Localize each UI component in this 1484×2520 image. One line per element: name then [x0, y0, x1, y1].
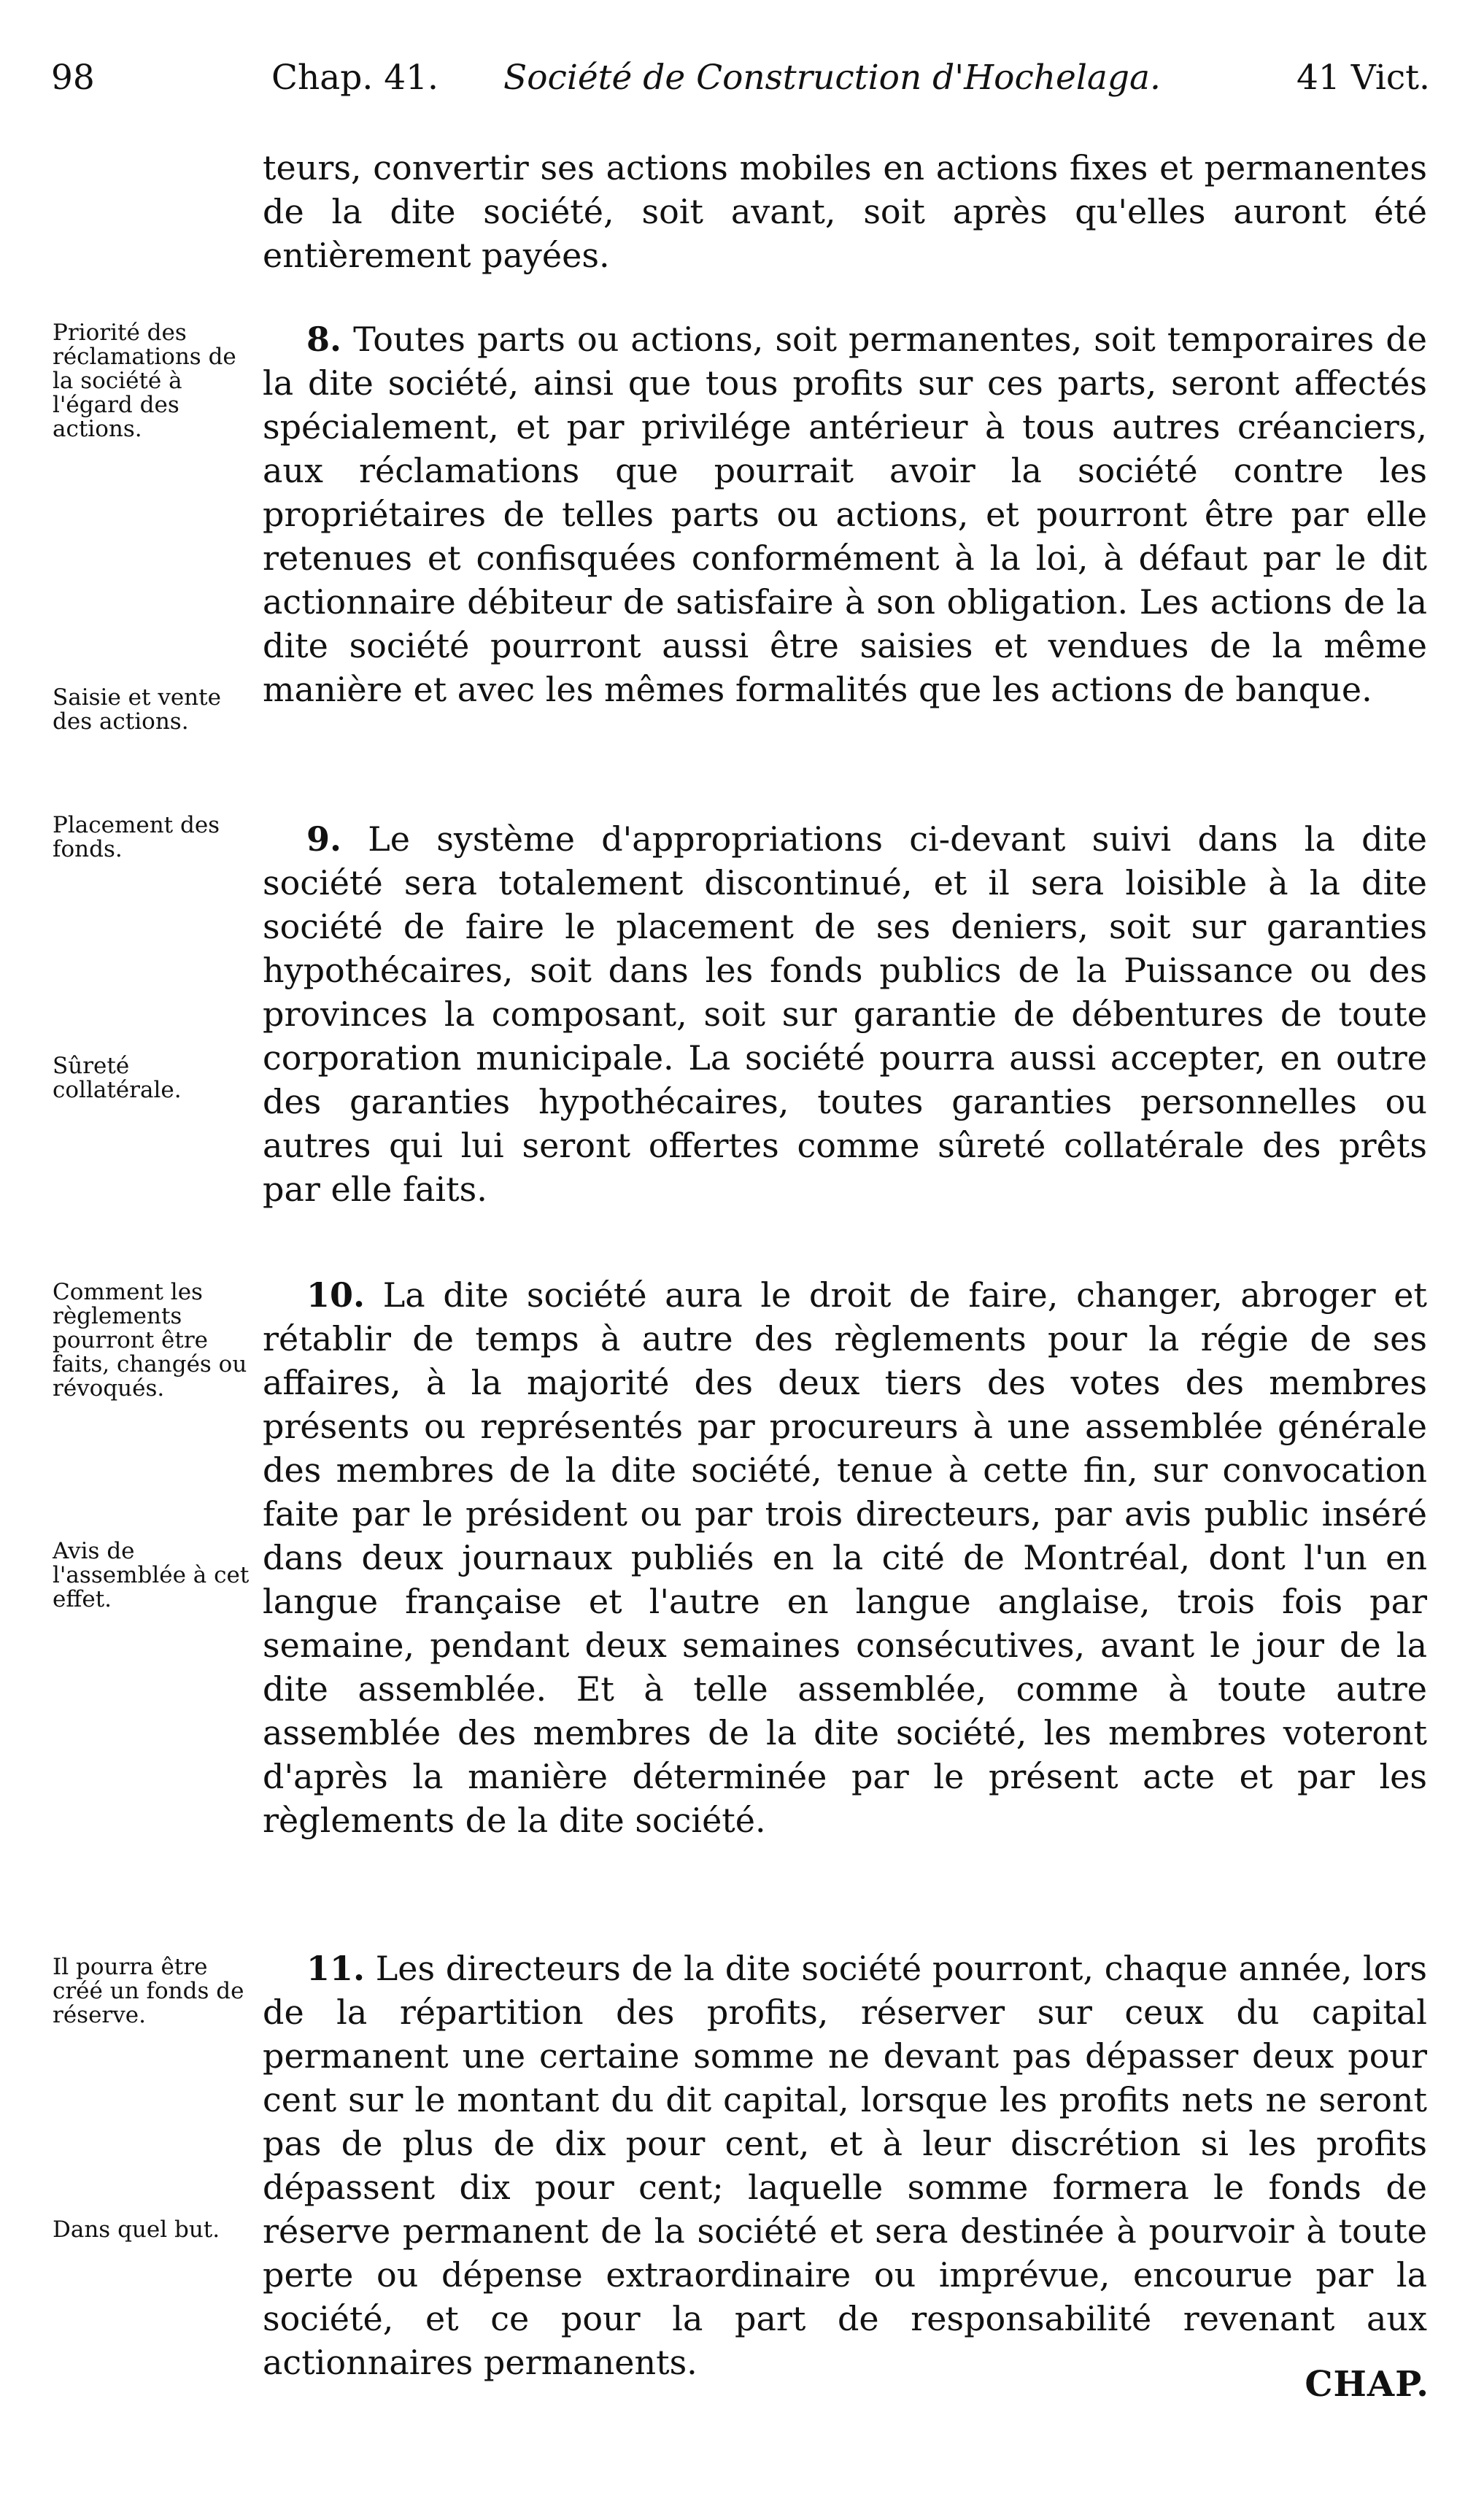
- paragraph-text: Toutes parts ou actions, soit permanentes, soit temporaires de la dite société, ainsi que tous profits sur ces parts, seront affectés spécialement, et par privilége antérieur à tous autres créanciers, aux réclamations que pourrait avoir la société contre les propriétaires de telles parts ou actions, et pourront être par elle retenues et confisquées conformément à la loi, à défaut par le dit actionnaire débiteur de satisfaire à son obligation. Les actions de la dite société pourront aussi être saisies et vendues de la même manière et avec les mêmes formalités que les actions de banque.: [263, 320, 1427, 709]
- act-title: Société de Construction d'Hochelaga.: [503, 58, 1161, 98]
- section-10: [263, 1273, 1427, 1842]
- page-number: 98: [51, 58, 95, 98]
- paragraph-text: Le système d'appropriations ci-devant suivi dans la dite société sera totalement discontinué, et il sera loisible à la dite société de faire le placement de ses deniers, soit sur garanties hypothécaires, soit dans les fonds publics de la Puissance ou des provinces la composant, soit sur garantie de débentures de toute corporation municipale. La société pourra aussi accepter, en outre des garanties hypothécaires, toutes garanties personnelles ou autres qui lui seront offertes comme sûreté collatérale des prêts par elle faits.: [263, 819, 1428, 1209]
- margin-note-collateral: Sûreté collatérale.: [53, 1053, 182, 1103]
- margin-note-notice: Avis de l'assemblée à cet effet.: [53, 1538, 250, 1612]
- running-head: [51, 53, 1430, 104]
- margin-note-investment: Placement des fonds.: [53, 812, 220, 862]
- margin-note-purpose: Dans quel but.: [53, 2216, 220, 2243]
- section-number: 8.: [306, 320, 342, 359]
- margin-note-priority: Priorité des réclamations de la société à l'égard des actions.: [53, 320, 236, 442]
- catchword: CHAP.: [1305, 2364, 1429, 2405]
- margin-note-reserve: Il pourra être créé un fonds de réserve.: [53, 1954, 244, 2028]
- paragraph-text: teurs, convertir ses actions mobiles en actions fixes et permanentes de la dite société, soit avant, soit après qu'elles auront été entièrement payées.: [263, 148, 1427, 275]
- paragraph-text: Les directeurs de la dite société pourront, chaque année, lors de la répartition des profits, réserver sur ceux du capital permanent une certaine somme ne devant pas dépasser deux pour cent sur le montant du dit capital, lorsque les profits nets ne seront pas de plus de dix pour cent, et à leur discrétion si les profits dépassent dix pour cent; laquelle somme formera le fonds de réserve permanent de la société et sera destinée à pourvoir à toute perte ou dépense extraordinaire ou imprévue, encourue par la société, et ce pour la part de responsabilité revenant aux actionnaires permanents.: [263, 1949, 1427, 2382]
- regnal-year: 41 Vict.: [1296, 58, 1430, 98]
- paragraph-text: La dite société aura le droit de faire, changer, abroger et rétablir de temps à autre des règlements pour la régie de ses affaires, à la majorité des deux tiers des votes des membres présents ou représentés par procureurs à une assemblée générale des membres de la dite société, tenue à cette fin, sur convocation faite par le président ou par trois directeurs, par avis public inséré dans deux journaux publiés en la cité de Montréal, dont l'un en langue française et l'autre en langue anglaise, trois fois par semaine, pendant deux semaines consécutives, avant le jour de la dite assemblée. Et à telle assemblée, comme à toute autre assemblée des membres de la dite société, les membres voteront d'après la manière déterminée par le présent acte et par les règlements de la dite société.: [263, 1275, 1428, 1840]
- margin-note-bylaws: Comment les règlements pourront être faits, changés ou révoqués.: [53, 1279, 247, 1402]
- section-number: 10.: [306, 1275, 366, 1315]
- section-number: 9.: [306, 819, 342, 859]
- section-11: [263, 1947, 1427, 2384]
- margin-note-seizure: Saisie et vente des actions.: [53, 684, 221, 735]
- section-8: [263, 317, 1427, 711]
- section-number: 11.: [306, 1949, 366, 1988]
- chapter-number: Chap. 41.: [271, 58, 438, 98]
- paragraph-continuation: [263, 146, 1427, 277]
- section-9: [263, 817, 1427, 1211]
